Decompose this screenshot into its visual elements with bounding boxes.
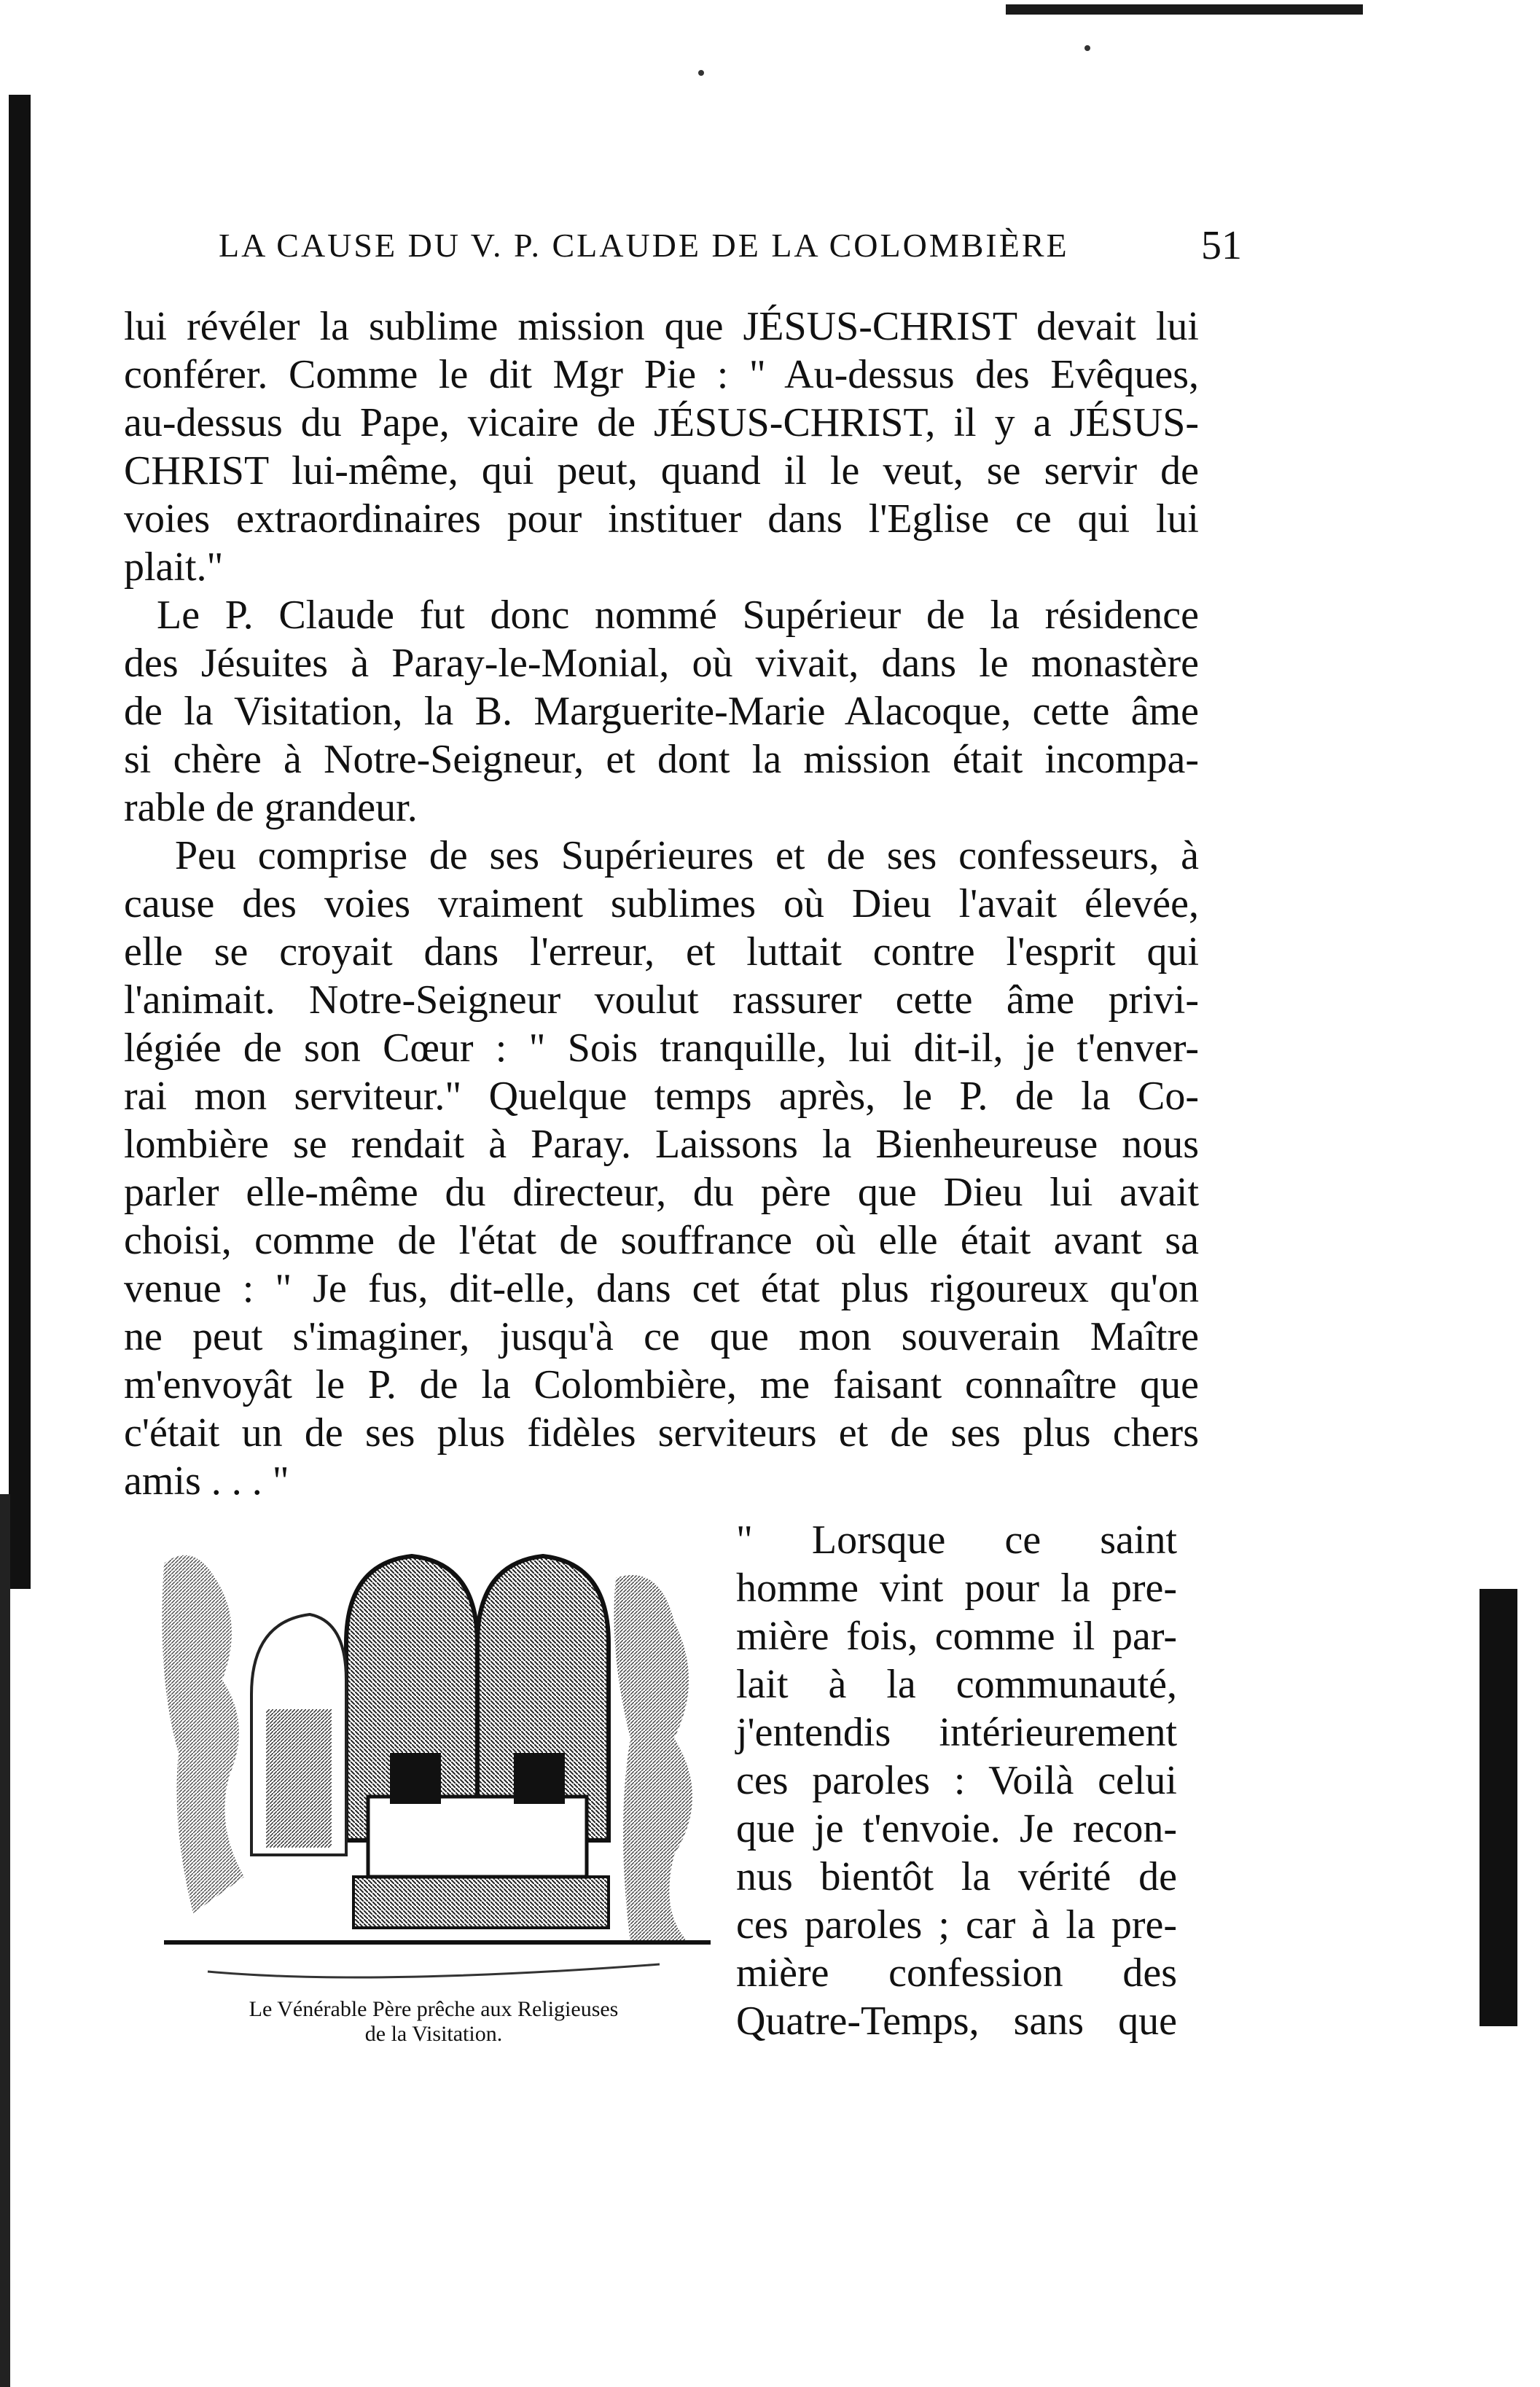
column-line: " Lorsque ce saint (736, 1517, 1177, 1563)
foliage-right (614, 1575, 693, 1942)
text-line: c'était un de ses plus fidèles serviteurs et de ses plus chers (124, 1410, 1199, 1456)
scan-edge-left (9, 95, 31, 1589)
scan-speck (1084, 45, 1090, 51)
text-line: au-dessus du Pape, vicaire de JÉSUS-CHRIST, il y a JÉSUS- (124, 400, 1199, 445)
text-line: lombière se rendait à Paray. Laissons la Bienheureuse nous (124, 1122, 1199, 1167)
column-line: homme vint pour la pre- (736, 1566, 1177, 1611)
column-line: que je t'envoie. Je recon- (736, 1806, 1177, 1851)
text-line: parler elle-même du directeur, du père que Dieu lui avait (124, 1170, 1199, 1215)
text-line: Le P. Claude fut donc nommé Supérieur de la résidence (157, 593, 1199, 638)
text-line: légiée de son Cœur : " Sois tranquille, lui dit-il, je t'enver- (124, 1025, 1199, 1071)
scan-edge-left-lower (0, 1494, 10, 2387)
text-line: m'envoyât le P. de la Colombière, me faisant connaître que (124, 1362, 1199, 1407)
caption-line: Le Vénérable Père prêche aux Religieuses (249, 1997, 619, 2021)
column-line: mière fois, comme il par- (736, 1614, 1177, 1659)
caption-line: de la Visitation. (364, 2022, 503, 2046)
text-line: de la Visitation, la B. Marguerite-Marie Alacoque, cette âme (124, 689, 1199, 734)
page-number: 51 (1201, 223, 1242, 268)
text-line: si chère à Notre-Seigneur, et dont la mission était incompa- (124, 737, 1199, 782)
text-line: rai mon serviteur." Quelque temps après, le P. de la Co- (124, 1074, 1199, 1119)
column-line: Quatre-Temps, sans que (736, 1999, 1177, 2044)
column-line: mière confession des (736, 1950, 1177, 1996)
text-line: Peu comprise de ses Supérieures et de ses confesseurs, à (175, 833, 1199, 878)
text-line: rable de grandeur. (124, 785, 418, 830)
text-line: lui révéler la sublime mission que JÉSUS-CHRIST devait lui (124, 304, 1199, 349)
text-line: conférer. Comme le dit Mgr Pie : " Au-dessus des Evêques, (124, 352, 1199, 397)
text-line: voies extraordinaires pour instituer dans l'Eglise ce qui lui (124, 496, 1199, 542)
text-line: CHRIST lui-même, qui peut, quand il le veut, se servir de (124, 448, 1199, 493)
column-line: lait à la communauté, (736, 1662, 1177, 1707)
running-title: LA CAUSE DU V. P. CLAUDE DE LA COLOMBIÈRE (219, 227, 1069, 264)
scan-edge-top (1006, 4, 1363, 15)
figure-caption (142, 1997, 725, 2047)
text-line: choisi, comme de l'état de souffrance où elle était avant sa (124, 1218, 1199, 1263)
foliage-left (163, 1555, 245, 1913)
text-line: amis . . . " (124, 1458, 289, 1504)
text-line: des Jésuites à Paray-le-Monial, où vivait, dans le monastère (124, 641, 1199, 686)
column-line: nus bientôt la vérité de (736, 1854, 1177, 1899)
column-line: ces paroles ; car à la pre- (736, 1902, 1177, 1948)
chapel-illustration (149, 1534, 725, 2008)
column-line: ces paroles : Voilà celui (736, 1758, 1177, 1803)
text-line: cause des voies vraiment sublimes où Dieu l'avait élevée, (124, 881, 1199, 926)
column-line: j'entendis intérieurement (736, 1710, 1177, 1755)
scan-speck (698, 70, 704, 76)
text-line: l'animait. Notre-Seigneur voulut rassurer cette âme privi- (124, 977, 1199, 1023)
text-line: venue : " Je fus, dit-elle, dans cet état plus rigoureux qu'on (124, 1266, 1199, 1311)
text-line: ne peut s'imaginer, jusqu'à ce que mon souverain Maître (124, 1314, 1199, 1359)
text-line: elle se croyait dans l'erreur, et luttait contre l'esprit qui (124, 929, 1199, 974)
text-line: plait." (124, 544, 224, 590)
scan-edge-right (1480, 1589, 1517, 2026)
